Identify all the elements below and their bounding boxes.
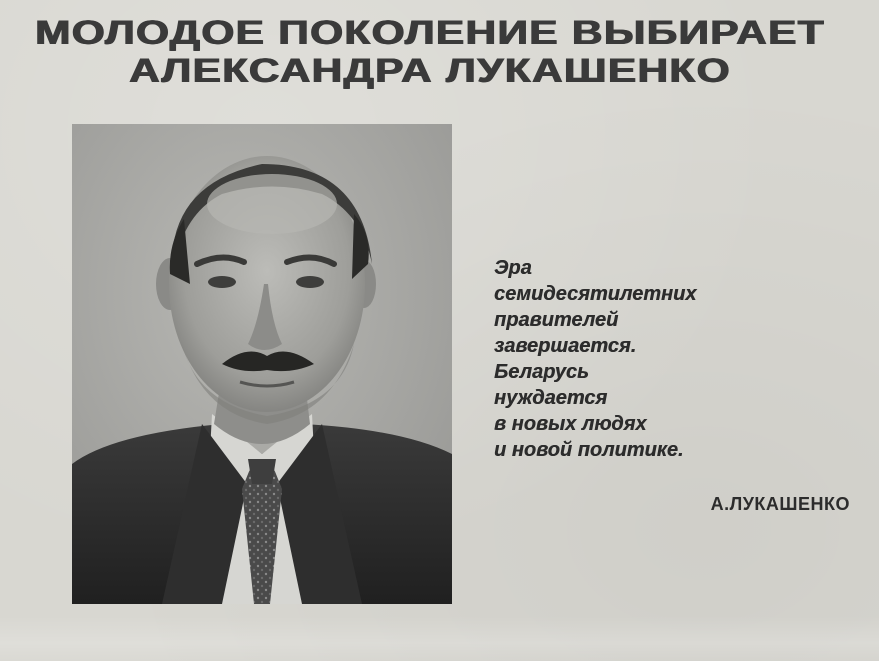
quote-line: и новой политике. xyxy=(494,439,684,461)
quote-line: завершается. xyxy=(494,335,637,357)
portrait-photo xyxy=(72,124,452,604)
quote-signature: А.ЛУКАШЕНКО xyxy=(710,494,850,514)
quote-line: семидесятилетних xyxy=(494,283,697,305)
quote-block xyxy=(494,255,854,463)
quote-line: правителей xyxy=(494,309,619,331)
quote-line: в новых людях xyxy=(494,413,647,435)
headline-line-1: МОЛОДОЕ ПОКОЛЕНИЕ ВЫБИРАЕТ xyxy=(35,14,825,52)
headline-line-2: АЛЕКСАНДРА ЛУКАШЕНКО xyxy=(129,52,731,90)
quote-line: Беларусь xyxy=(494,361,589,383)
headline xyxy=(0,14,860,90)
paper-fold xyxy=(0,616,879,661)
quote-line: Эра xyxy=(494,257,532,279)
quote-line: нуждается xyxy=(494,387,608,409)
